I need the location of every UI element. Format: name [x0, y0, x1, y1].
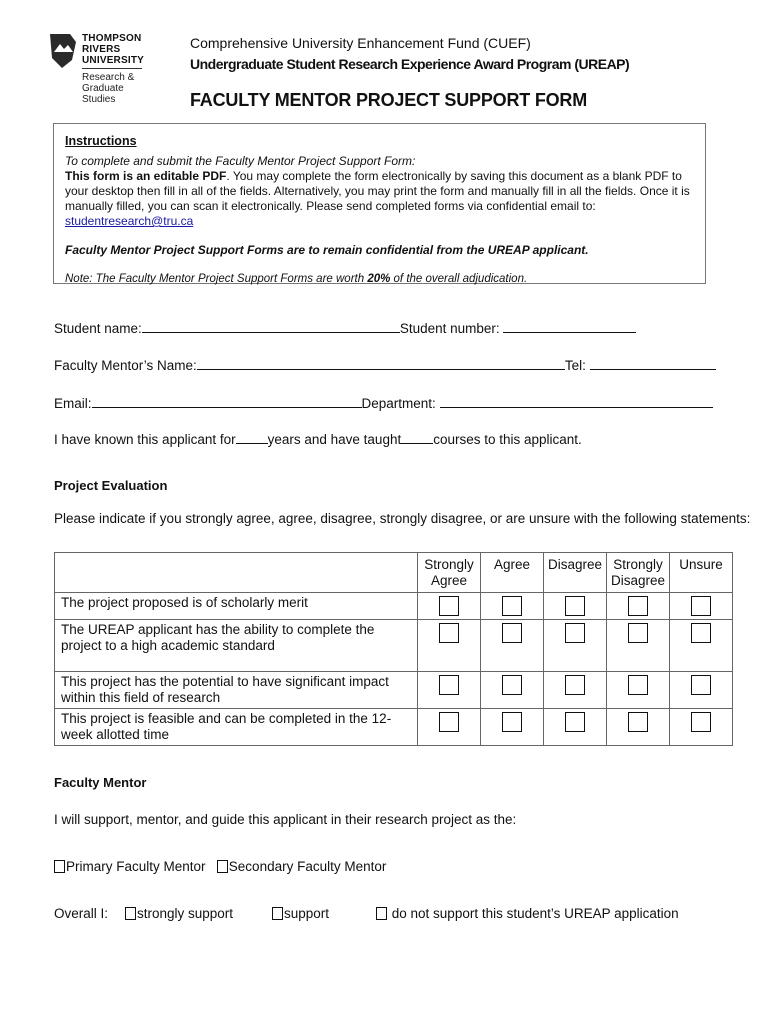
- email-field[interactable]: [92, 393, 362, 408]
- program-name: Undergraduate Student Research Experience Award Program (UREAP): [190, 56, 630, 72]
- evaluation-table: [54, 552, 733, 746]
- secondary-mentor-checkbox[interactable]: [217, 860, 228, 873]
- logo-university-name: THOMPSON RIVERS UNIVERSITY: [82, 33, 145, 66]
- strongly-support-checkbox[interactable]: [125, 907, 136, 920]
- rating-checkbox[interactable]: [691, 596, 711, 616]
- courses-field[interactable]: [401, 429, 433, 444]
- evaluation-prompt: Please indicate if you strongly agree, agree, disagree, strongly disagree, or are unsure with the following statements:: [54, 511, 751, 526]
- table-row: [55, 672, 733, 709]
- department-field[interactable]: [440, 393, 713, 408]
- rating-checkbox[interactable]: [628, 675, 648, 695]
- statement-cell: The UREAP applicant has the ability to complete the project to a high academic standard: [55, 620, 418, 672]
- student-name-field[interactable]: [142, 318, 400, 333]
- table-header-row: [55, 553, 733, 593]
- years-field[interactable]: [236, 429, 268, 444]
- rating-checkbox[interactable]: [628, 712, 648, 732]
- column-header: Strongly Disagree: [607, 553, 670, 593]
- primary-mentor-label: Primary Faculty Mentor: [66, 859, 206, 874]
- known-pre-text: I have known this applicant for: [54, 432, 236, 447]
- university-logo-icon: [48, 30, 78, 70]
- email-row: [54, 393, 713, 411]
- rating-checkbox[interactable]: [565, 623, 585, 643]
- statement-cell: The project proposed is of scholarly merit: [55, 593, 418, 620]
- rating-checkbox[interactable]: [502, 623, 522, 643]
- student-row: [54, 318, 636, 336]
- rating-checkbox[interactable]: [439, 623, 459, 643]
- confidential-notice: Faculty Mentor Project Support Forms are to remain confidential from the UREAP applicant.: [65, 243, 589, 257]
- email-label: Email:: [54, 396, 92, 411]
- rating-checkbox[interactable]: [565, 675, 585, 695]
- column-header: Agree: [481, 553, 544, 593]
- column-header: Unsure: [670, 553, 733, 593]
- statement-cell: This project is feasible and can be completed in the 12-week allotted time: [55, 709, 418, 746]
- table-row: [55, 620, 733, 672]
- table-row: [55, 709, 733, 746]
- rating-checkbox[interactable]: [502, 596, 522, 616]
- strongly-support-label: strongly support: [137, 906, 234, 921]
- project-evaluation-heading: Project Evaluation: [54, 478, 168, 493]
- known-mid-text: years and have taught: [267, 432, 402, 447]
- statement-cell: This project has the potential to have significant impact within this field of research: [55, 672, 418, 709]
- rating-checkbox[interactable]: [439, 596, 459, 616]
- mentor-role-row: [54, 859, 386, 874]
- mentor-name-field[interactable]: [197, 355, 565, 370]
- rating-checkbox[interactable]: [691, 675, 711, 695]
- logo-divider: [82, 68, 142, 69]
- email-link[interactable]: studentresearch@tru.ca: [65, 214, 194, 228]
- student-number-field[interactable]: [503, 318, 636, 333]
- instructions-body: This form is an editable PDF. You may complete the form electronically by saving this document as a blank PDF to your desktop then fill in all of the fields. Alternatively, you may print the form and manually fill in all the fields. Once it is manually filled, you can scan it electronically. Please send completed forms via confidential email to: studentresearch@tru.ca: [65, 169, 690, 228]
- overall-support: [272, 906, 329, 921]
- tel-label: Tel:: [564, 358, 586, 373]
- primary-mentor-checkbox[interactable]: [54, 860, 65, 873]
- faculty-mentor-heading: Faculty Mentor: [54, 775, 147, 790]
- table-row: [55, 593, 733, 620]
- rating-checkbox[interactable]: [502, 675, 522, 695]
- rating-checkbox[interactable]: [691, 623, 711, 643]
- rating-checkbox[interactable]: [565, 596, 585, 616]
- rating-checkbox[interactable]: [439, 675, 459, 695]
- overall-strongly-support: [125, 906, 233, 921]
- tel-field[interactable]: [590, 355, 716, 370]
- secondary-mentor-label: Secondary Faculty Mentor: [228, 859, 387, 874]
- instructions-heading: Instructions: [65, 134, 137, 148]
- mentor-prompt: I will support, mentor, and guide this applicant in their research project as the:: [54, 812, 517, 827]
- mentor-row: [54, 355, 716, 373]
- overall-do-not-support: [376, 906, 679, 921]
- known-post-text: courses to this applicant.: [433, 432, 582, 447]
- statement-column-header: [55, 553, 418, 593]
- adjudication-note: Note: The Faculty Mentor Project Support Forms are worth 20% of the overall adjudication.: [65, 273, 528, 285]
- mentor-name-label: Faculty Mentor’s Name:: [54, 358, 197, 373]
- fund-name: Comprehensive University Enhancement Fund (CUEF): [190, 35, 531, 51]
- rating-checkbox[interactable]: [628, 623, 648, 643]
- instructions-intro: To complete and submit the Faculty Mentor Project Support Form:: [65, 154, 416, 168]
- instructions-box: [53, 123, 706, 284]
- column-header: Strongly Agree: [418, 553, 481, 593]
- rating-checkbox[interactable]: [502, 712, 522, 732]
- student-number-label: Student number:: [399, 321, 500, 336]
- overall-label: Overall I:: [54, 906, 109, 921]
- logo-department: Research & Graduate Studies: [82, 72, 135, 105]
- rating-checkbox[interactable]: [565, 712, 585, 732]
- column-header: Disagree: [544, 553, 607, 593]
- form-title: FACULTY MENTOR PROJECT SUPPORT FORM: [190, 90, 588, 110]
- support-checkbox[interactable]: [272, 907, 283, 920]
- rating-checkbox[interactable]: [691, 712, 711, 732]
- do-not-support-checkbox[interactable]: [376, 907, 387, 920]
- rating-checkbox[interactable]: [628, 596, 648, 616]
- department-label: Department:: [361, 396, 436, 411]
- rating-checkbox[interactable]: [439, 712, 459, 732]
- support-label: support: [284, 906, 330, 921]
- known-row: [54, 429, 582, 447]
- do-not-support-label: do not support this student’s UREAP application: [391, 906, 679, 921]
- student-name-label: Student name:: [54, 321, 142, 336]
